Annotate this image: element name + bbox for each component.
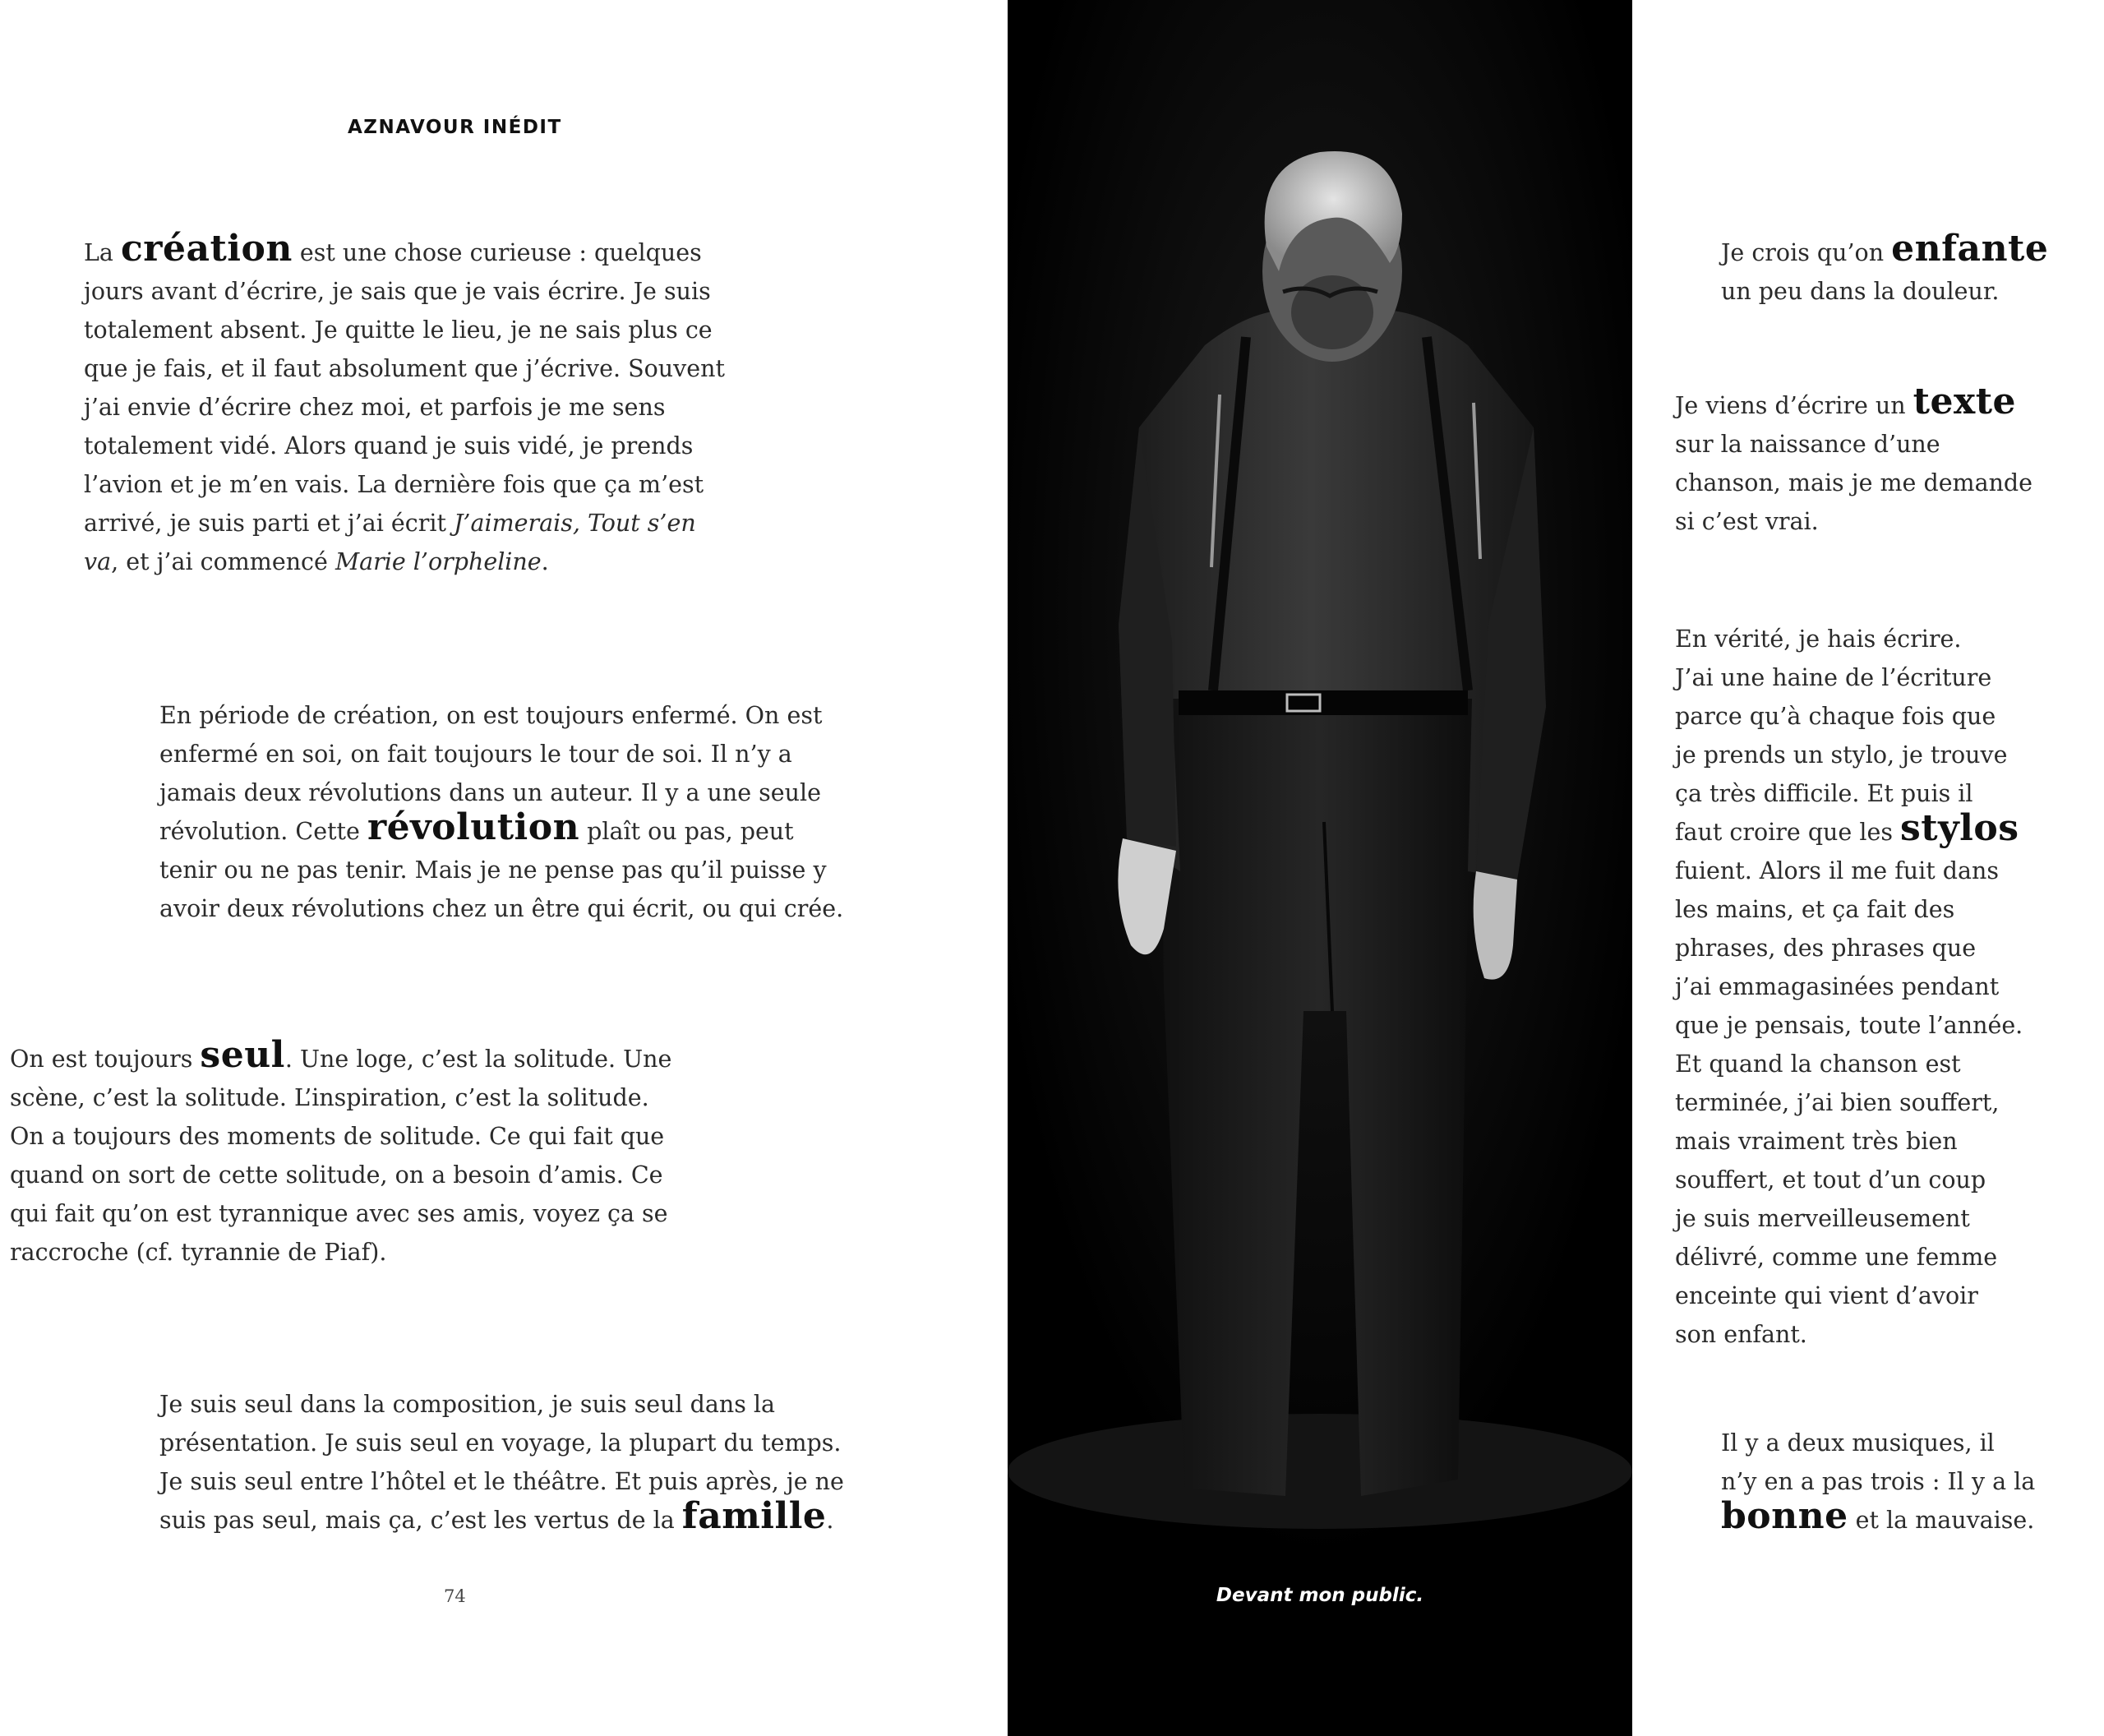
text-line: La création est une chose curieuse : quelques xyxy=(84,228,702,270)
text-line: jamais deux révolutions dans un auteur. Il y a une seule xyxy=(159,779,822,806)
text-line: On a toujours des moments de solitude. Ce qui fait que xyxy=(10,1123,665,1150)
text-line: va, et j’ai commencé Marie l’orpheline. xyxy=(84,548,549,575)
quote-ecrire xyxy=(1675,620,2023,1354)
text-line: chanson, mais je me demande xyxy=(1675,469,2033,496)
text-line: J’ai une haine de l’écriture xyxy=(1675,664,1992,691)
text-line: j’ai emmagasinées pendant xyxy=(1675,973,2000,1000)
text-line: En période de création, on est toujours enfermé. On est xyxy=(159,702,823,729)
text-line: Je suis seul entre l’hôtel et le théâtre. Et puis après, je ne xyxy=(159,1468,844,1495)
text-line: parce qu’à chaque fois que xyxy=(1675,703,1996,730)
text-line: On est toujours seul. Une loge, c’est la solitude. Une xyxy=(10,1034,672,1076)
emphasis-word: seul xyxy=(200,1034,285,1076)
quote-enfante xyxy=(1721,228,2049,311)
text-line: Je crois qu’on enfante xyxy=(1721,228,2049,270)
text-line: que je pensais, toute l’année. xyxy=(1675,1012,2023,1039)
text-line: terminée, j’ai bien souffert, xyxy=(1675,1089,2000,1116)
text-line: enfermé en soi, on fait toujours le tour de soi. Il n’y a xyxy=(159,741,792,768)
text-line: Et quand la chanson est xyxy=(1675,1050,1961,1078)
text-line: En vérité, je hais écrire. xyxy=(1675,626,1962,653)
running-head: AZNAVOUR INÉDIT xyxy=(348,117,562,138)
text-line: un peu dans la douleur. xyxy=(1721,278,2000,305)
text-line: bonne et la mauvaise. xyxy=(1721,1495,2035,1537)
paragraph-creation xyxy=(84,228,725,581)
emphasis-word: enfante xyxy=(1891,228,2049,270)
text-line: présentation. Je suis seul en voyage, la plupart du temps. xyxy=(159,1429,842,1457)
text-line: révolution. Cette révolution plaît ou pas, peut xyxy=(159,806,794,848)
text-line: Je suis seul dans la composition, je suis seul dans la xyxy=(159,1391,776,1418)
text-line: totalement vidé. Alors quand je suis vidé, je prends xyxy=(84,432,694,459)
quote-musiques xyxy=(1721,1424,2035,1540)
performer-photo xyxy=(1008,0,1632,1736)
song-title: va xyxy=(84,548,112,575)
emphasis-word: création xyxy=(120,228,293,270)
text-line: qui fait qu’on est tyrannique avec ses amis, voyez ça se xyxy=(10,1200,668,1227)
text-line: je prends un stylo, je trouve xyxy=(1675,741,2008,769)
text-line: totalement absent. Je quitte le lieu, je ne sais plus ce xyxy=(84,316,713,344)
emphasis-word: stylos xyxy=(1900,807,2019,849)
emphasis-word: famille xyxy=(681,1495,827,1537)
text-line: jours avant d’écrire, je sais que je vais écrire. Je suis xyxy=(84,278,711,305)
text-line: Il y a deux musiques, il xyxy=(1721,1429,1995,1457)
text-line: si c’est vrai. xyxy=(1675,508,1819,535)
paragraph-famille xyxy=(159,1385,844,1540)
text-line: enceinte qui vient d’avoir xyxy=(1675,1282,1978,1309)
text-line: j’ai envie d’écrire chez moi, et parfois je me sens xyxy=(84,394,666,421)
text-line: raccroche (cf. tyrannie de Piaf). xyxy=(10,1239,387,1266)
text-line: sur la naissance d’une xyxy=(1675,431,1940,458)
text-line: faut croire que les stylos xyxy=(1675,807,2019,849)
text-line: ça très difficile. Et puis il xyxy=(1675,780,1973,807)
text-line: Je viens d’écrire un texte xyxy=(1675,381,2017,422)
text-line: n’y en a pas trois : Il y a la xyxy=(1721,1468,2036,1495)
text-line: fuient. Alors il me fuit dans xyxy=(1675,857,1999,884)
quote-texte xyxy=(1675,381,2033,541)
paragraph-solitude xyxy=(10,1034,672,1272)
song-title: Marie l’orpheline xyxy=(335,548,542,575)
text-line: quand on sort de cette solitude, on a besoin d’amis. Ce xyxy=(10,1161,663,1189)
paragraph-revolution xyxy=(159,696,843,928)
emphasis-word: bonne xyxy=(1721,1495,1848,1537)
photo-caption: Devant mon public. xyxy=(1216,1585,1424,1606)
text-line: suis pas seul, mais ça, c’est les vertus de la famille. xyxy=(159,1495,834,1537)
emphasis-word: texte xyxy=(1913,381,2017,422)
text-line: que je fais, et il faut absolument que j’écrive. Souvent xyxy=(84,355,725,382)
text-line: souffert, et tout d’un coup xyxy=(1675,1166,1986,1194)
text-line: son enfant. xyxy=(1675,1321,1807,1348)
photo-panel xyxy=(1008,0,1632,1736)
text-line: phrases, des phrases que xyxy=(1675,935,1977,962)
text-line: avoir deux révolutions chez un être qui écrit, ou qui crée. xyxy=(159,895,844,922)
text-line: je suis merveilleusement xyxy=(1675,1205,1970,1232)
page-number: 74 xyxy=(444,1586,466,1606)
text-line: tenir ou ne pas tenir. Mais je ne pense pas qu’il puisse y xyxy=(159,856,827,884)
emphasis-word: révolution xyxy=(367,806,580,848)
text-line: scène, c’est la solitude. L’inspiration, c’est la solitude. xyxy=(10,1084,649,1111)
text-line: les mains, et ça fait des xyxy=(1675,896,1955,923)
text-line: arrivé, je suis parti et j’ai écrit J’aimerais, Tout s’en xyxy=(84,510,696,537)
text-line: l’avion et je m’en vais. La dernière fois que ça m’est xyxy=(84,471,704,498)
text-line: délivré, comme une femme xyxy=(1675,1244,1998,1271)
song-title: J’aimerais, Tout s’en xyxy=(454,510,696,537)
text-line: mais vraiment très bien xyxy=(1675,1128,1958,1155)
